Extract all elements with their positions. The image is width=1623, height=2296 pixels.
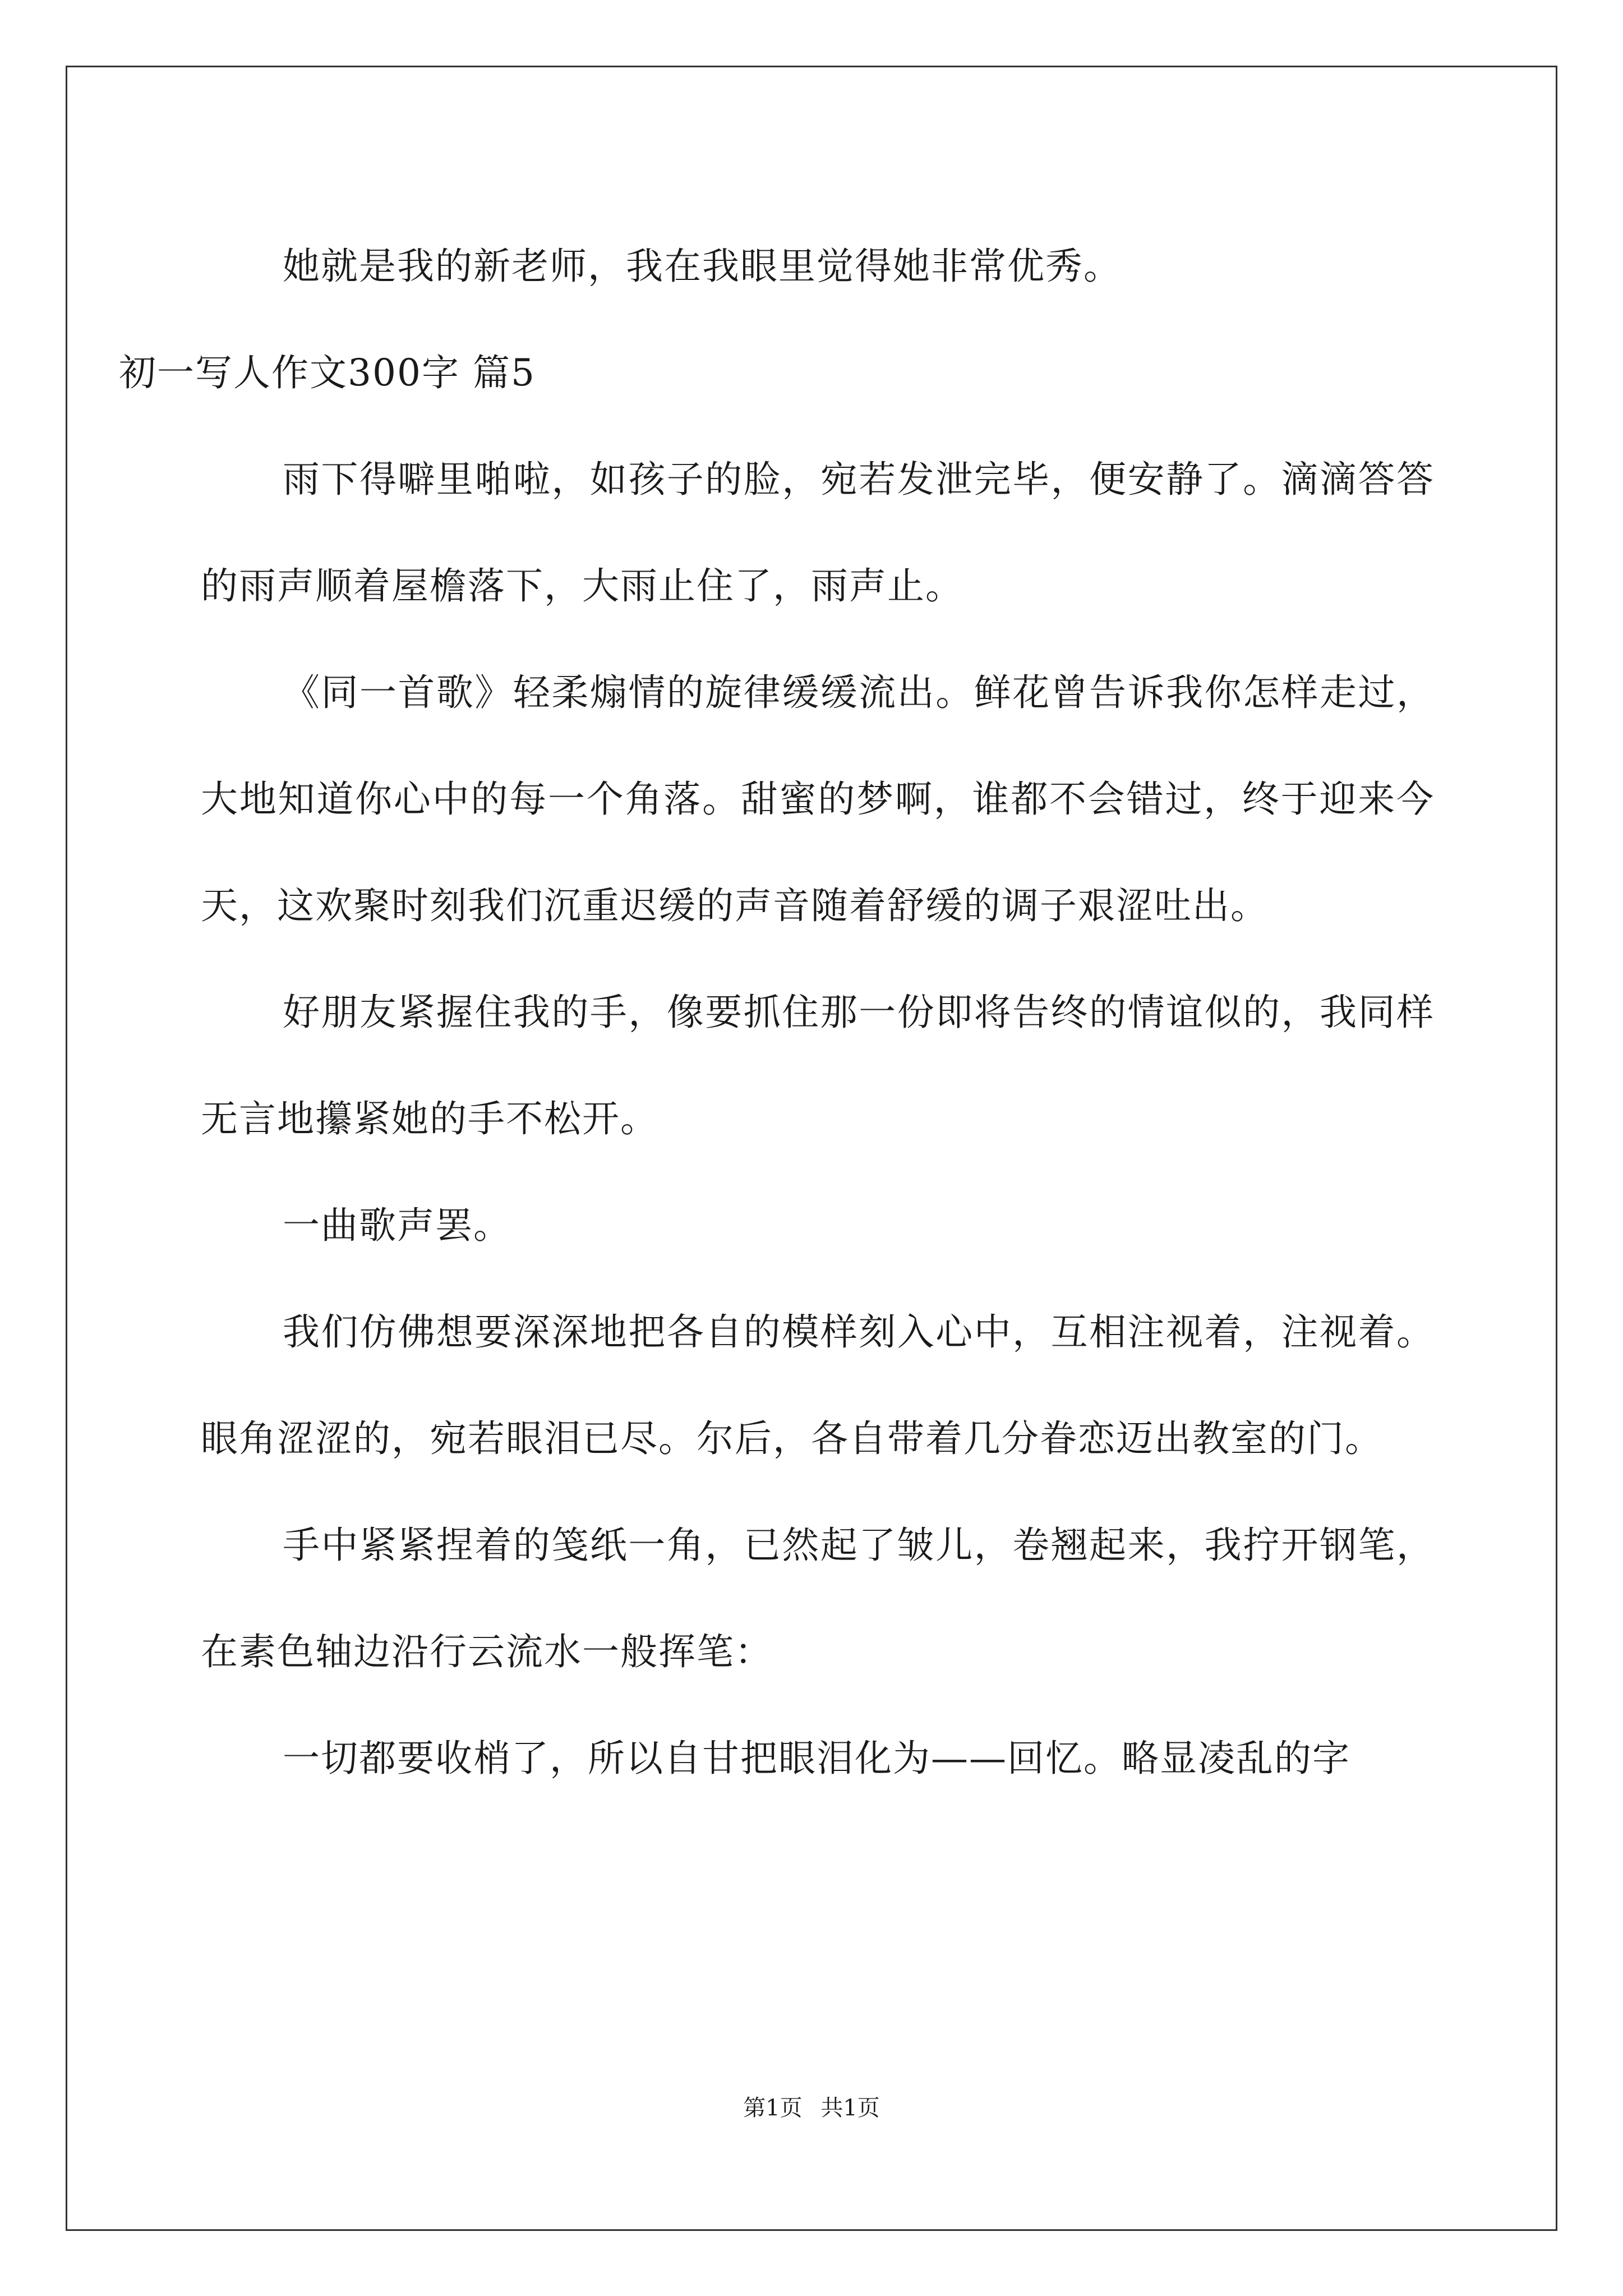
paragraph-friend: 好朋友紧握住我的手，像要抓住那一份即将告终的情谊似的，我同样无言地攥紧她的手不松开。 xyxy=(201,991,1435,1140)
section-heading: 初一写人作文300字 篇5 xyxy=(119,351,536,394)
paragraph-letter: 手中紧紧捏着的笺纸一角，已然起了皱儿，卷翘起来，我拧开钢笔，在素色轴边沿行云流水一般挥笔： xyxy=(201,1524,1435,1673)
page-footer xyxy=(0,2091,1623,2125)
page-number: 第1页 xyxy=(743,2095,803,2121)
paragraph-rain: 雨下得噼里啪啦，如孩子的脸，宛若发泄完毕，便安静了。滴滴答答的雨声顺着屋檐落下，大雨止住了，雨声止。 xyxy=(201,458,1435,608)
page-total: 共1页 xyxy=(820,2095,880,2121)
paragraph-1: 她就是我的新老师，我在我眼里觉得她非常优秀。 xyxy=(283,245,1122,288)
paragraph-song: 《同一首歌》轻柔煽情的旋律缓缓流出。鲜花曾告诉我你怎样走过，大地知道你心中的每一个角落。甜蜜的梦啊，谁都不会错过，终于迎来今天，这欢聚时刻我们沉重迟缓的声音随着舒缓的调子艰涩吐出。 xyxy=(201,671,1435,927)
paragraph-song-end: 一曲歌声罢。 xyxy=(283,1204,511,1247)
paragraph-memory: 一切都要收梢了，所以自甘把眼泪化为——回忆。略显凌乱的字 xyxy=(283,1737,1350,1780)
paragraph-gaze: 我们仿佛想要深深地把各自的模样刻入心中，互相注视着，注视着。眼角涩涩的，宛若眼泪已尽。尔后，各自带着几分眷恋迈出教室的门。 xyxy=(201,1310,1435,1460)
document-body xyxy=(119,213,1435,1812)
